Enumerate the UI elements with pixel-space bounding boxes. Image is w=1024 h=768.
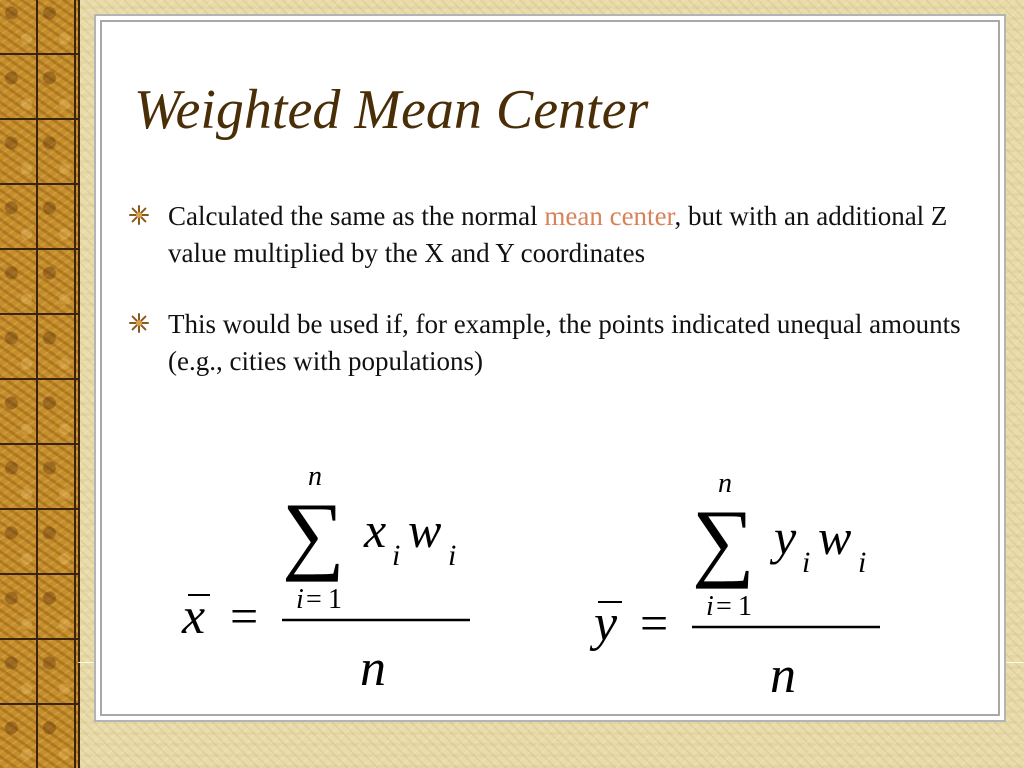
sum-upper-limit: n (718, 468, 732, 499)
formula-lhs: x (182, 588, 206, 645)
starburst-bullet-icon (128, 204, 150, 226)
weight-subscript: i (448, 539, 457, 572)
bullet-list (128, 198, 988, 414)
formula-equals: = (230, 588, 259, 644)
sum-lower-value: 1 (328, 584, 342, 615)
bullet-text (168, 198, 988, 272)
summation-symbol: ∑ (692, 493, 755, 590)
highlighted-term: mean center (544, 201, 675, 231)
formula-x-mean (170, 455, 490, 705)
weight-variable: w (408, 502, 442, 558)
weight-subscript: i (858, 546, 867, 579)
term-subscript: i (802, 546, 811, 579)
formula-equals: = (640, 595, 669, 651)
formula-denominator: n (770, 647, 796, 704)
starburst-bullet-icon (128, 312, 150, 334)
term-subscript: i (392, 539, 401, 572)
term-variable: y (774, 509, 797, 565)
bullet-text-start: Calculated the same as the normal (168, 201, 545, 231)
formula-y-mean (580, 462, 900, 712)
weight-variable: w (818, 509, 852, 565)
formula-denominator: n (360, 640, 386, 697)
bullet-item (128, 306, 988, 380)
bullet-item (128, 198, 988, 272)
bullet-text-start: This would be used if, for example, the points indicated unequal amounts (e.g., cities with populations) (168, 309, 961, 376)
sum-upper-limit: n (308, 461, 322, 492)
term-variable: x (364, 502, 387, 558)
sum-lower-equals: = (716, 591, 732, 622)
sum-lower-variable: i (296, 584, 304, 615)
sum-lower-equals: = (306, 584, 322, 615)
bullet-text-end: , but with an additional Z value multiplied by the X and Y coordinates (168, 201, 948, 268)
formula-lhs: y (594, 595, 618, 652)
sum-lower-value: 1 (738, 591, 752, 622)
slide-title: Weighted Mean Center (134, 79, 649, 141)
summation-symbol: ∑ (282, 486, 345, 583)
bullet-text (168, 306, 988, 380)
decorative-side-strip (0, 0, 80, 768)
sum-lower-variable: i (706, 591, 714, 622)
